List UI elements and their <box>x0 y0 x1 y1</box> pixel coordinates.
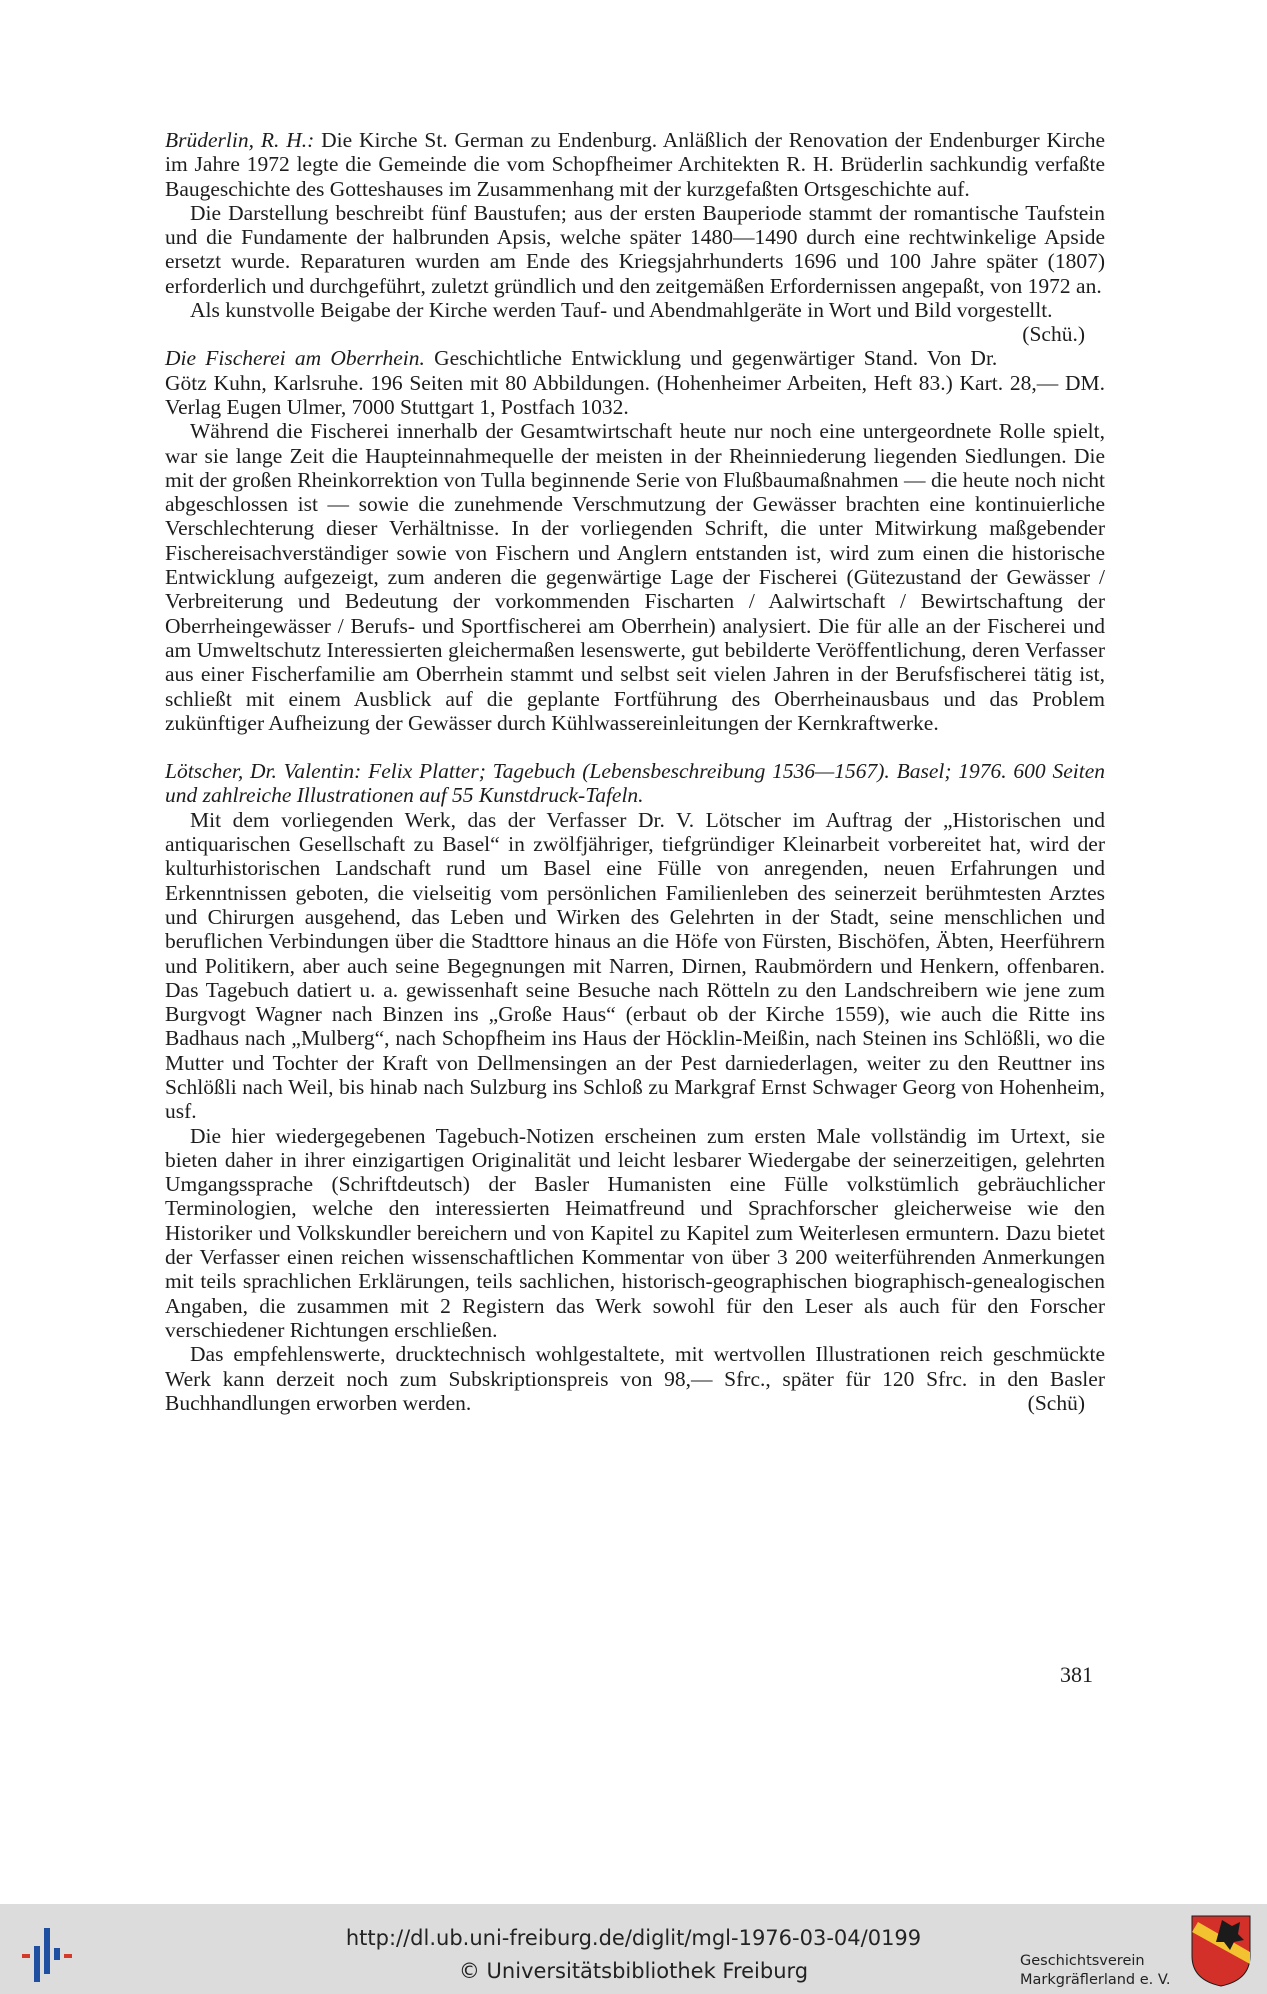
review-author: Brüderlin, R. H.: <box>165 128 315 152</box>
society-name-line: Geschichtsverein <box>1020 1953 1145 1969</box>
review-signature: (Schü.) <box>1022 322 1085 347</box>
review-heading-text: Lötscher, Dr. Valentin: Felix Platter; Tagebuch (Lebensbeschreibung 1536—1567). Basel; 1976. 600 Seiten und zahlreiche Illustrationen auf 55 Kunstdruck-Tafeln. <box>165 759 1105 808</box>
footer-copyright: © Universitätsbibliothek Freiburg <box>458 1959 809 1983</box>
review-paragraph: Die Darstellung beschreibt fünf Baustufen; aus der ersten Bauperiode stammt der romantische Taufstein und die Fundamente der halbrunden Apsis, welche später 1480—1490 durch eine rechtwinkelige Apside ersetzt wurde. Reparaturen wurden am Ende des Kriegsjahrhunderts 1696 und 100 Jahre später (1807) erforderlich und durchgeführt, zuletzt gründlich und den zeitgemäßen Erfordernissen angepaßt, von 1972 an. <box>165 200 1105 298</box>
review-heading <box>165 346 1105 419</box>
society-name <box>1020 1952 1171 1990</box>
review-heading-text: Die Kirche St. German zu Endenburg. Anläßlich der Renovation der Endenburger Kirche im Jahre 1972 legte die Gemeinde die vom Schopfheimer Architekten R. H. Brüderlin sachkundig verfaßte Baugeschichte des Gotteshauses im Zusammenhang mit der kurzgefaßten Ortsgeschichte auf. <box>165 128 1105 201</box>
review-paragraph-text: Als kunstvolle Beigabe der Kirche werden Tauf- und Abendmahlgeräte in Wort und Bild vorgestellt. <box>190 298 1053 323</box>
review-entry <box>165 128 1105 347</box>
review-paragraph: Die hier wiedergegebenen Tagebuch-Notizen erscheinen zum ersten Male vollständig im Urtext, sie bieten daher in ihrer einzigartigen Originalität und leicht lesbarer Wiedergabe der seinerzeitigen, gelehrten Umgangssprache (Schriftdeutsch) der Basler Humanisten eine Fülle volkstümlich gebräuchlicher Terminologien, welche den interessierten Heimatfreund und Sprachforscher gleicherweise wie den Historiker und Volkskundler bereichern und von Kapitel zu Kapitel zum Weiterlesen ermuntern. Dazu bietet der Verfasser einen reichen wissenschaftlichen Kommentar von über 3 200 weiterführenden Anmerkungen mit teils sprachlichen Erklärungen, teils sachlichen, historisch-geographischen biographisch-genealogischen Angaben, die zusammen mit 2 Registern das Werk sowohl für den Leser als auch für den Forscher verschiedener Richtungen erschließen. <box>165 1123 1105 1342</box>
society-name-line: Markgräflerland e. V. <box>1020 1972 1171 1988</box>
review-paragraph-text: Das empfehlenswerte, drucktechnisch wohlgestaltete, mit wertvollen Illustrationen reich geschmückte Werk kann derzeit noch zum Subskriptionspreis von 98,— Sfrc., später für 120 Sfrc. in den Basler Buchhandlungen erworben werden. <box>165 1342 1105 1415</box>
review-heading <box>165 759 1105 808</box>
review-paragraph: Mit dem vorliegenden Werk, das der Verfasser Dr. V. Lötscher im Auftrag der „Historischen und antiquarischen Gesellschaft zu Basel“ in zwölfjähriger, tiefgründiger Kleinarbeit vorbereitet hat, wird der kulturhistorischen Landschaft rund um Basel eine Fülle von anregenden, neuen Erfahrungen und Erkenntnissen geboten, die vielseitig vom persönlichen Familienleben des seinerzeit berühmtesten Arztes und Chirurgen ausgehend, das Leben und Wirken des Gelehrten in der Stadt, seine menschlichen und beruflichen Verbindungen über die Stadttore hinaus an die Höfe von Fürsten, Bischöfen, Äbten, Heerführern und Politikern, aber auch seine Begegnungen mit Narren, Dirnen, Raubmördern und Henkern, offenbaren. Das Tagebuch datiert u. a. gewissenhaft seine Besuche nach Rötteln zu den Landschreibern wie jene zum Burgvogt Wagner nach Binzen ins „Große Haus“ (erbaut ob der Kirche 1559), wie auch die Ritte ins Badhaus nach „Mulberg“, nach Schopfheim ins Haus der Höcklin-Meißin, nach Steinen ins Schlößli, wo die Mutter und Tochter der Kraft von Dellmensingen an der Pest darniederlagen, weiter zu den Reuttner ins Schlößli nach Weil, bis hinab nach Sulzburg ins Schloß zu Markgraf Ernst Schwager Georg von Hohenheim, usf. <box>165 807 1105 1124</box>
review-signature: (Schü) <box>1027 1390 1085 1415</box>
review-entry <box>165 346 1105 735</box>
society-crest-icon <box>1188 1912 1254 1988</box>
review-paragraph: Während die Fischerei innerhalb der Gesamtwirtschaft heute nur noch eine untergeordnete Rolle spielt, war sie lange Zeit die Haupteinnahmequelle der meisten in der Rheinniederung liegenden Siedlungen. Die mit der großen Rheinkorrektion von Tulla beginnende Serie von Flußbaumaßnahmen — die heute noch nicht abgeschlossen ist — sowie die zunehmende Verschmutzung der Gewässer brachten eine kontinuierliche Verschlechterung dieser Verhältnisse. In der vorliegenden Schrift, die unter Mitwirkung maßgebender Fischereisachverständiger sowie von Fischern und Anglern entstanden ist, wird zum einen die historische Entwicklung aufgezeigt, zum anderen die gegenwärtige Lage der Fischerei (Gütezustand der Gewässer / Verbreiterung und Bedeutung der vorkommenden Fischarten / Aalwirtschaft / Bewirtschaftung der Oberrheingewässer / Berufs- und Sportfischerei am Oberrhein) analysiert. Die für alle an der Fischerei und am Umweltschutz Interessierten gleichermaßen lesenswerte, gut bebilderte Veröffentlichung, deren Verfasser aus einer Fischerfamilie am Oberrhein stammt und selbst seit vielen Jahren in der Berufsfischerei tätig ist, schließt mit einem Ausblick auf die geplante Fortführung des Oberrheinausbaus und das Problem zukünftiger Aufheizung der Gewässer durch Kühlwassereinleitungen der Kernkraftwerke. <box>165 419 1105 735</box>
review-paragraph <box>165 1342 1105 1415</box>
footer-url-link[interactable]: http://dl.ub.uni-freiburg.de/diglit/mgl-1976-03-04/0199 <box>345 1926 922 1950</box>
review-title: Die Fischerei am Oberrhein. <box>165 346 425 371</box>
footer-bar <box>0 1904 1267 1994</box>
review-heading-text: Geschichtliche Entwicklung und gegenwärtiger Stand. Von Dr. Götz Kuhn, Karlsruhe. 196 Seiten mit 80 Abbildungen. (Hohenheimer Arbeiten, Heft 83.) Kart. 28,— DM. Verlag Eugen Ulmer, 7000 Stuttgart 1, Postfach 1032. <box>165 346 1105 419</box>
page-number: 381 <box>1060 1662 1093 1687</box>
review-entry <box>165 759 1105 1415</box>
page-text <box>165 128 1105 1415</box>
review-heading <box>165 128 1105 201</box>
review-paragraph <box>165 298 1105 347</box>
